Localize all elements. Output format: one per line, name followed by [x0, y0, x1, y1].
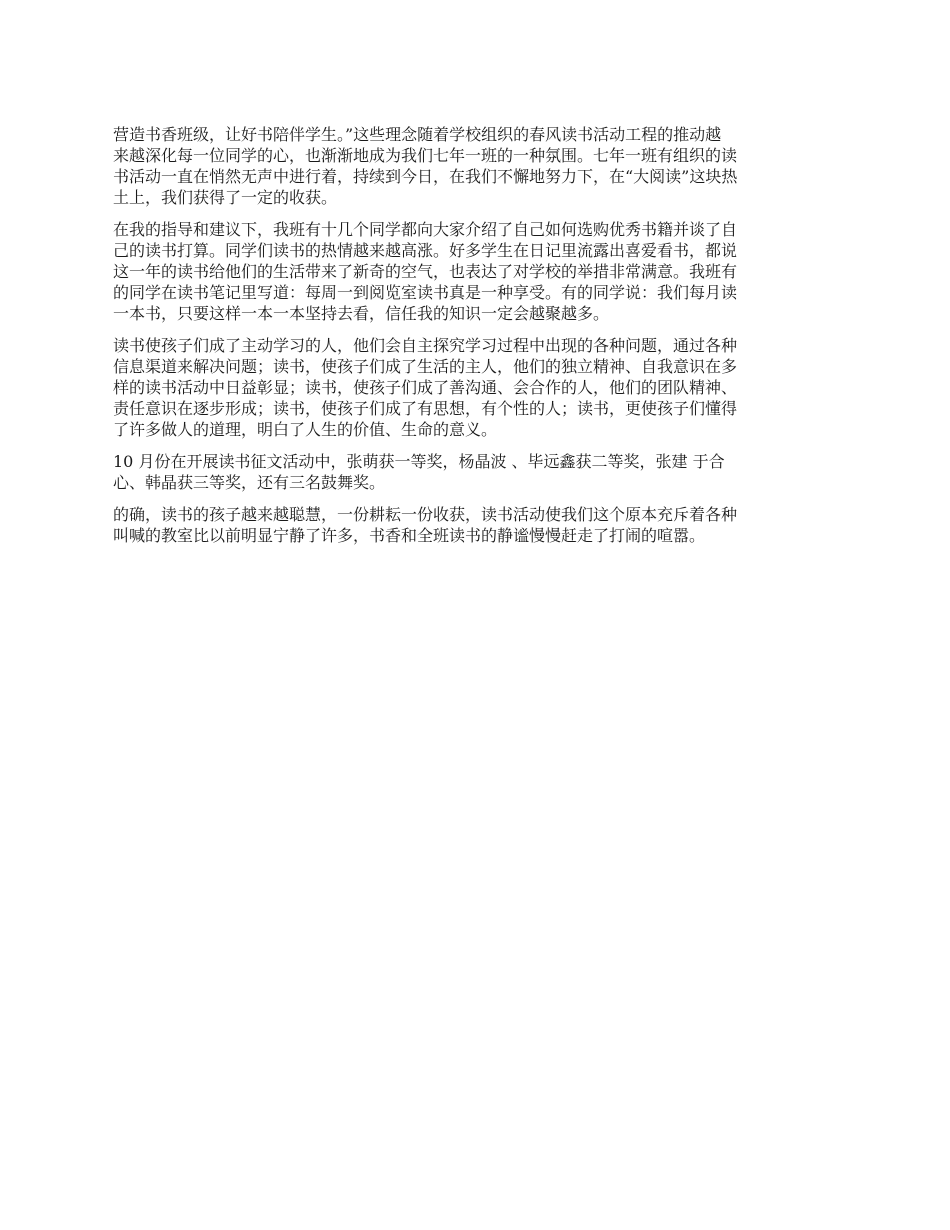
text-line: 的确，读书的孩子越来越聪慧，一份耕耘一份收获，读书活动使我们这个原本充斥着各种 — [113, 505, 738, 524]
text-line: 信息渠道来解决问题；读书，使孩子们成了生活的主人，他们的独立精神、自我意识在多 — [113, 357, 738, 376]
text-line: 一本书，只要这样一本一本坚持去看，信任我的知识一定会越聚越多。 — [113, 304, 610, 323]
paragraph-5 — [113, 504, 839, 546]
document-body — [113, 124, 839, 557]
text-line: 这一年的读书给他们的生活带来了新奇的空气，也表达了对学校的举措非常满意。我班有 — [113, 262, 738, 281]
text-line: 营造书香班级，让好书陪伴学生。”这些理念随着学校组织的春风读书活动工程的推动越 — [113, 125, 722, 144]
text-line: 己的读书打算。同学们读书的热情越来越高涨。好多学生在日记里流露出喜爱看书，都说 — [113, 241, 738, 260]
text-line: 土上，我们获得了一定的收获。 — [113, 188, 338, 207]
paragraph-3 — [113, 335, 839, 440]
text-line: 叫喊的教室比以前明显宁静了许多，书香和全班读书的静谧慢慢赶走了打闹的喧嚣。 — [113, 526, 706, 545]
text-line: 在我的指导和建议下，我班有十几个同学都向大家介绍了自己如何选购优秀书籍并谈了自 — [113, 220, 738, 239]
text-line: 来越深化每一位同学的心，也渐渐地成为我们七年一班的一种氛围。七年一班有组织的读 — [113, 146, 738, 165]
paragraph-4 — [113, 451, 839, 493]
text-line: 10 月份在开展读书征文活动中，张萌获一等奖，杨晶波 、毕远鑫获二等奖，张建 于合 — [113, 452, 725, 471]
paragraph-1 — [113, 124, 839, 208]
text-line: 书活动一直在悄然无声中进行着，持续到今日，在我们不懈地努力下，在“大阅读”这块热 — [113, 167, 738, 186]
text-line: 读书使孩子们成了主动学习的人，他们会自主探究学习过程中出现的各种问题，通过各种 — [113, 336, 738, 355]
text-line: 责任意识在逐步形成；读书，使孩子们成了有思想，有个性的人；读书，更使孩子们懂得 — [113, 399, 738, 418]
paragraph-2 — [113, 219, 839, 324]
text-line: 的同学在读书笔记里写道：每周一到阅览室读书真是一种享受。有的同学说：我们每月读 — [113, 283, 738, 302]
text-line: 了许多做人的道理，明白了人生的价值、生命的意义。 — [113, 420, 498, 439]
text-line: 样的读书活动中日益彰显；读书，使孩子们成了善沟通、会合作的人，他们的团队精神、 — [113, 378, 738, 397]
text-line: 心、韩晶获三等奖，还有三名鼓舞奖。 — [113, 473, 386, 492]
